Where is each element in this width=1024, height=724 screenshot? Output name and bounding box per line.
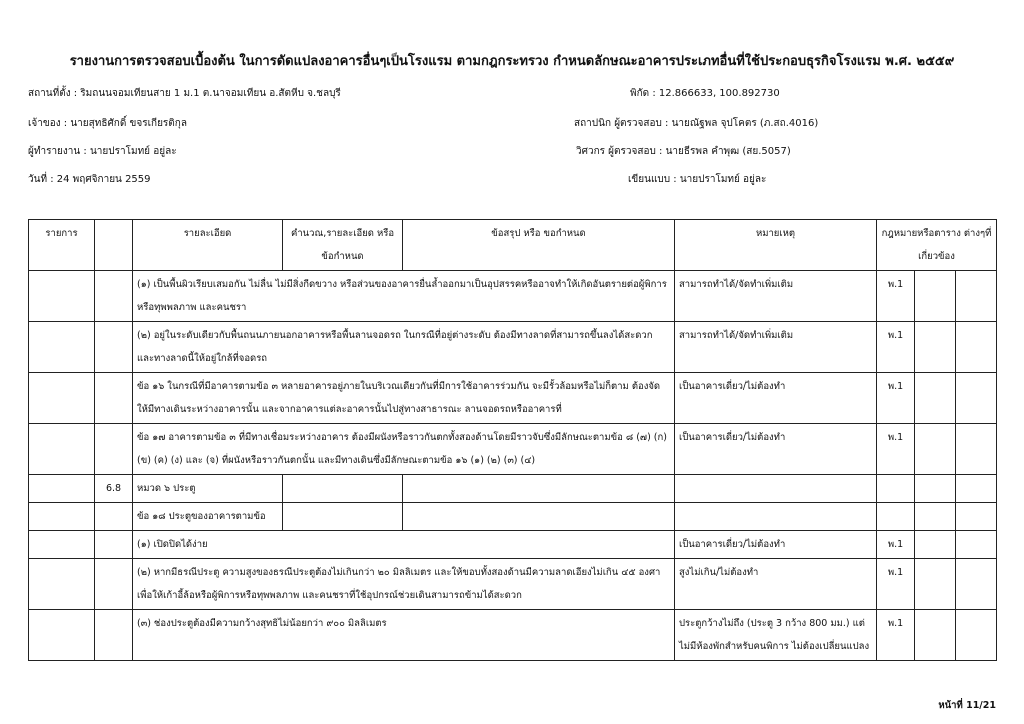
row-law-extra-cell <box>956 475 997 503</box>
reporter-line: ผู้ทำรายงาน : นายปราโมทย์ อยู่ละ <box>28 146 177 157</box>
row-number-cell <box>95 271 133 322</box>
row-law-extra-cell <box>956 531 997 559</box>
date-line: วันที่ : 24 พฤศจิกายน 2559 <box>28 174 151 185</box>
header-item: รายการ <box>29 220 95 271</box>
row-law-extra-cell <box>956 271 997 322</box>
row-item-cell <box>29 503 95 531</box>
owner-line: เจ้าของ : นายสุทธิศักดิ์ ขจรเกียรติกุล <box>28 118 187 129</box>
row-detail-cell: (๒) หากมีธรณีประตู ความสูงของธรณีประตูต้องไม่เกินกว่า ๒๐ มิลลิเมตร และให้ขอบทั้งสองด้านมีความลาดเอียงไม่เกิน ๔๕ องศา เพื่อให้เก้าอี้ล้อหรือผู้พิการหรือทุพพลภาพ และคนชราที่ใช้อุปกรณ์ช่วยเดินสามารถข้ามได้สะดวก <box>133 559 675 610</box>
row-number-cell <box>95 503 133 531</box>
row-law-extra-cell <box>956 503 997 531</box>
row-law-extra-cell <box>915 531 956 559</box>
row-law-extra-cell <box>915 559 956 610</box>
row-detail-cell: (๓) ช่องประตูต้องมีความกว้างสุทธิไม่น้อยกว่า ๙๐๐ มิลลิเมตร <box>133 610 675 661</box>
engineer-line: วิศวกร ผู้ตรวจสอบ : นายธีรพล คำพุฒ (สย.5057) <box>576 146 791 157</box>
inspection-table <box>28 219 997 661</box>
row-detail-cell: (๑) เป็นพื้นผิวเรียบเสมอกัน ไม่ลื่น ไม่มีสิ่งกีดขวาง หรือส่วนของอาคารยื่นล้ำออกมาเป็นอุปสรรคหรืออาจทำให้เกิดอันตรายต่อผู้พิการหรือทุพพลภาพ และคนชรา <box>133 271 675 322</box>
table-header-row <box>29 220 997 271</box>
architect-line: สถาปนิก ผู้ตรวจสอบ : นายณัฐพล จุปโคตร (ภ.สถ.4016) <box>574 118 819 129</box>
row-law-cell: พ.1 <box>877 322 915 373</box>
row-remark-cell: เป็นอาคารเดี่ยว/ไม่ต้องทำ <box>675 424 877 475</box>
row-remark-cell: สามารถทำได้/จัดทำเพิ่มเติม <box>675 322 877 373</box>
row-law-extra-cell <box>915 271 956 322</box>
row-number-cell <box>95 373 133 424</box>
row-remark-cell: สามารถทำได้/จัดทำเพิ่มเติม <box>675 271 877 322</box>
table-row <box>29 424 997 475</box>
location-line: สถานที่ตั้ง : ริมถนนจอมเทียนสาย 1 ม.1 ต.นาจอมเทียน อ.สัตหีบ จ.ชลบุรี <box>28 88 341 99</box>
table-row <box>29 322 997 373</box>
row-detail-cell: ข้อ ๑๖ ในกรณีที่มีอาคารตามข้อ ๓ หลายอาคารอยู่ภายในบริเวณเดียวกันที่มีการใช้อาคารร่วมกัน จะมีรั้วล้อมหรือไม่ก็ตาม ต้องจัดให้มีทางเดินระหว่างอาคารนั้น และจากอาคารแต่ละอาคารนั้นไปสู่ทางสาธารณะ ลานจอดรถหรืออาคารที่ <box>133 373 675 424</box>
row-law-extra-cell <box>956 373 997 424</box>
row-calc-cell <box>283 475 403 503</box>
row-item-cell <box>29 531 95 559</box>
row-item-cell <box>29 373 95 424</box>
row-number-cell <box>95 559 133 610</box>
header-law: กฎหมายหรือตาราง ต่างๆที่เกี่ยวข้อง <box>877 220 997 271</box>
row-detail-cell: หมวด ๖ ประตู <box>133 475 283 503</box>
row-number-cell <box>95 424 133 475</box>
row-calc-cell <box>283 503 403 531</box>
header-remark: หมายเหตุ <box>675 220 877 271</box>
row-law-cell: พ.1 <box>877 531 915 559</box>
row-number-cell <box>95 531 133 559</box>
table-row <box>29 531 997 559</box>
header-detail: รายละเอียด <box>133 220 283 271</box>
row-number-cell <box>95 322 133 373</box>
row-law-cell <box>877 503 915 531</box>
row-law-extra-cell <box>956 610 997 661</box>
row-law-extra-cell <box>915 475 956 503</box>
row-law-cell: พ.1 <box>877 271 915 322</box>
row-law-cell: พ.1 <box>877 610 915 661</box>
row-law-cell: พ.1 <box>877 373 915 424</box>
row-item-cell <box>29 424 95 475</box>
row-law-extra-cell <box>915 503 956 531</box>
table-row <box>29 503 997 531</box>
header-blank <box>95 220 133 271</box>
row-law-cell: พ.1 <box>877 424 915 475</box>
row-detail-cell: ข้อ ๑๗ อาคารตามข้อ ๓ ที่มีทางเชื่อมระหว่างอาคาร ต้องมีผนังหรือราวกันตกทั้งสองด้านโดยมีราวจับซึ่งมีลักษณะตามข้อ ๘ (๗) (ก) (ข) (ค) (ง) และ (จ) ที่ผนังหรือราวกันตกนั้น และมีทางเดินซึ่งมีลักษณะตามข้อ ๑๖ (๑) (๒) (๓) (๔) <box>133 424 675 475</box>
table-row <box>29 373 997 424</box>
row-remark-cell: สูงไม่เกิน/ไม่ต้องทำ <box>675 559 877 610</box>
row-item-cell <box>29 559 95 610</box>
row-law-extra-cell <box>915 373 956 424</box>
row-conclusion-cell <box>403 503 675 531</box>
page-number: หน้าที่ 11/21 <box>938 700 996 711</box>
coordinates: พิกัด : 12.866633, 100.892730 <box>630 88 780 99</box>
row-remark-cell <box>675 503 877 531</box>
page-title: รายงานการตรวจสอบเบื้องต้น ในการดัดแปลงอาคารอื่นๆเป็นโรงแรม ตามกฎกระทรวง กำหนดลักษณะอาคารประเภทอื่นที่ใช้ประกอบธุรกิจโรงแรม พ.ศ. ๒๕๕๙ <box>69 54 955 69</box>
row-item-cell <box>29 322 95 373</box>
row-law-extra-cell <box>956 322 997 373</box>
row-item-cell <box>29 610 95 661</box>
row-law-extra-cell <box>956 559 997 610</box>
table-row <box>29 559 997 610</box>
row-law-extra-cell <box>956 424 997 475</box>
row-law-extra-cell <box>915 610 956 661</box>
row-detail-cell: (๒) อยู่ในระดับเดียวกับพื้นถนนภายนอกอาคารหรือพื้นลานจอดรถ ในกรณีที่อยู่ต่างระดับ ต้องมีทางลาดที่สามารถขึ้นลงได้สะดวก และทางลาดนี้ให้อยู่ใกล้ที่จอดรถ <box>133 322 675 373</box>
row-remark-cell: เป็นอาคารเดี่ยว/ไม่ต้องทำ <box>675 373 877 424</box>
row-number-cell: 6.8 <box>95 475 133 503</box>
row-item-cell <box>29 271 95 322</box>
row-law-cell: พ.1 <box>877 559 915 610</box>
table-body <box>29 271 997 661</box>
table-row <box>29 475 997 503</box>
row-remark-cell <box>675 475 877 503</box>
row-detail-cell: (๑) เปิดปิดได้ง่าย <box>133 531 675 559</box>
row-conclusion-cell <box>403 475 675 503</box>
row-law-extra-cell <box>915 322 956 373</box>
row-remark-cell: ประตูกว้างไม่ถึง (ประตู 3 กว้าง 800 มม.) แต่ไม่มีห้องพักสำหรับคนพิการ ไม่ต้องเปลี่ยนแปลง <box>675 610 877 661</box>
row-item-cell <box>29 475 95 503</box>
table-row <box>29 610 997 661</box>
header-conclusion: ข้อสรุป หรือ ขอกำหนด <box>403 220 675 271</box>
header-calc: คำนวณ,รายละเอียด หรือ ข้อกำหนด <box>283 220 403 271</box>
row-detail-cell: ข้อ ๑๘ ประตูของอาคารตามข้อ <box>133 503 283 531</box>
row-law-extra-cell <box>915 424 956 475</box>
drafter-line: เขียนแบบ : นายปราโมทย์ อยู่ละ <box>628 174 767 185</box>
row-number-cell <box>95 610 133 661</box>
row-law-cell <box>877 475 915 503</box>
row-remark-cell: เป็นอาคารเดี่ยว/ไม่ต้องทำ <box>675 531 877 559</box>
table-row <box>29 271 997 322</box>
